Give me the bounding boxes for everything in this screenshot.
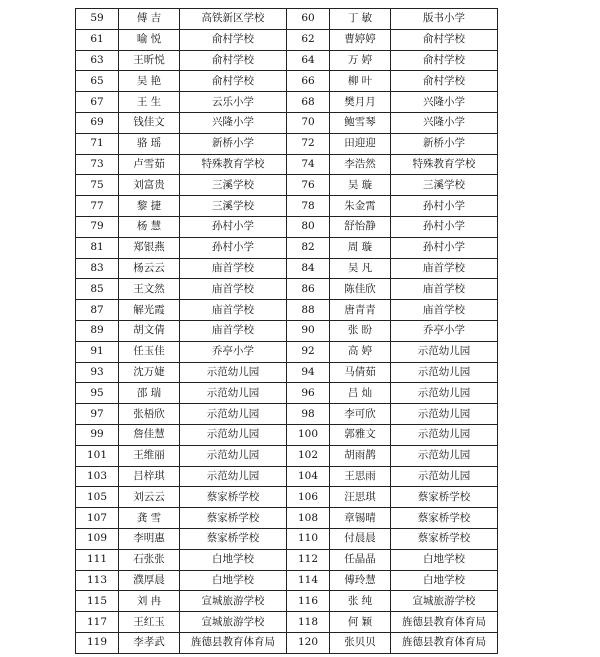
serial-number-cell: 62	[287, 29, 330, 50]
table-row	[76, 632, 498, 653]
person-name-cell: 任玉佳	[119, 341, 180, 362]
school-name-cell: 孙村小学	[180, 237, 287, 258]
person-name-cell: 王文然	[119, 279, 180, 300]
school-name-cell: 三溪学校	[180, 196, 287, 217]
person-name-cell: 舒怡静	[330, 216, 391, 237]
roster-body	[76, 9, 498, 654]
school-name-cell: 孙村小学	[391, 196, 498, 217]
serial-number-cell: 100	[287, 424, 330, 445]
person-name-cell: 刘云云	[119, 487, 180, 508]
school-name-cell: 示范幼儿园	[180, 466, 287, 487]
school-name-cell: 三溪学校	[391, 175, 498, 196]
person-name-cell: 李浩然	[330, 154, 391, 175]
school-name-cell: 俞村学校	[391, 29, 498, 50]
serial-number-cell: 86	[287, 279, 330, 300]
table-row	[76, 320, 498, 341]
person-name-cell: 汪思琪	[330, 487, 391, 508]
serial-number-cell: 108	[287, 508, 330, 529]
serial-number-cell: 64	[287, 50, 330, 71]
person-name-cell: 鲍雪琴	[330, 112, 391, 133]
person-name-cell: 吴 璇	[330, 175, 391, 196]
person-name-cell: 万 婷	[330, 50, 391, 71]
serial-number-cell: 112	[287, 549, 330, 570]
school-name-cell: 旌德县教育体育局	[180, 632, 287, 653]
person-name-cell: 周 璇	[330, 237, 391, 258]
table-row	[76, 508, 498, 529]
school-name-cell: 宣城旅游学校	[180, 612, 287, 633]
school-name-cell: 白地学校	[391, 549, 498, 570]
school-name-cell: 庙首学校	[180, 279, 287, 300]
serial-number-cell: 93	[76, 362, 119, 383]
serial-number-cell: 107	[76, 508, 119, 529]
school-name-cell: 孙村小学	[180, 216, 287, 237]
school-name-cell: 示范幼儿园	[180, 424, 287, 445]
person-name-cell: 傅玲慧	[330, 570, 391, 591]
school-name-cell: 旌德县教育体育局	[391, 612, 498, 633]
person-name-cell: 陈佳欣	[330, 279, 391, 300]
school-name-cell: 庙首学校	[391, 258, 498, 279]
school-name-cell: 俞村学校	[391, 71, 498, 92]
school-name-cell: 蔡家桥学校	[391, 528, 498, 549]
table-row	[76, 92, 498, 113]
school-name-cell: 兴隆小学	[180, 112, 287, 133]
serial-number-cell: 84	[287, 258, 330, 279]
table-row	[76, 570, 498, 591]
serial-number-cell: 104	[287, 466, 330, 487]
person-name-cell: 李可欣	[330, 404, 391, 425]
person-name-cell: 吴 艳	[119, 71, 180, 92]
school-name-cell: 俞村学校	[180, 29, 287, 50]
person-name-cell: 付晨晨	[330, 528, 391, 549]
school-name-cell: 示范幼儿园	[391, 404, 498, 425]
school-name-cell: 云乐小学	[180, 92, 287, 113]
person-name-cell: 张 纯	[330, 591, 391, 612]
school-name-cell: 特殊教育学校	[180, 154, 287, 175]
person-name-cell: 高 婷	[330, 341, 391, 362]
person-name-cell: 唐青青	[330, 300, 391, 321]
person-name-cell: 何 颖	[330, 612, 391, 633]
serial-number-cell: 97	[76, 404, 119, 425]
school-name-cell: 庙首学校	[391, 279, 498, 300]
serial-number-cell: 80	[287, 216, 330, 237]
serial-number-cell: 89	[76, 320, 119, 341]
serial-number-cell: 66	[287, 71, 330, 92]
table-row	[76, 258, 498, 279]
table-row	[76, 9, 498, 30]
serial-number-cell: 116	[287, 591, 330, 612]
serial-number-cell: 76	[287, 175, 330, 196]
table-row	[76, 341, 498, 362]
table-row	[76, 549, 498, 570]
person-name-cell: 张 盼	[330, 320, 391, 341]
school-name-cell: 示范幼儿园	[180, 383, 287, 404]
serial-number-cell: 72	[287, 133, 330, 154]
school-name-cell: 兴隆小学	[391, 112, 498, 133]
person-name-cell: 马倩茹	[330, 362, 391, 383]
table-row	[76, 383, 498, 404]
serial-number-cell: 79	[76, 216, 119, 237]
serial-number-cell: 81	[76, 237, 119, 258]
serial-number-cell: 110	[287, 528, 330, 549]
school-name-cell: 示范幼儿园	[391, 445, 498, 466]
table-row	[76, 175, 498, 196]
table-row	[76, 300, 498, 321]
school-name-cell: 庙首学校	[180, 320, 287, 341]
table-row	[76, 71, 498, 92]
person-name-cell: 樊月月	[330, 92, 391, 113]
table-row	[76, 133, 498, 154]
school-name-cell: 旌德县教育体育局	[391, 632, 498, 653]
serial-number-cell: 90	[287, 320, 330, 341]
serial-number-cell: 88	[287, 300, 330, 321]
serial-number-cell: 113	[76, 570, 119, 591]
person-name-cell: 濮厚晨	[119, 570, 180, 591]
person-name-cell: 沈万婕	[119, 362, 180, 383]
serial-number-cell: 65	[76, 71, 119, 92]
serial-number-cell: 67	[76, 92, 119, 113]
school-name-cell: 孙村小学	[391, 216, 498, 237]
person-name-cell: 章锡晴	[330, 508, 391, 529]
serial-number-cell: 101	[76, 445, 119, 466]
person-name-cell: 吕梓琪	[119, 466, 180, 487]
school-name-cell: 蔡家桥学校	[391, 508, 498, 529]
person-name-cell: 杨 慧	[119, 216, 180, 237]
person-name-cell: 卢雪茹	[119, 154, 180, 175]
serial-number-cell: 82	[287, 237, 330, 258]
person-name-cell: 张贝贝	[330, 632, 391, 653]
serial-number-cell: 75	[76, 175, 119, 196]
person-name-cell: 任晶晶	[330, 549, 391, 570]
serial-number-cell: 91	[76, 341, 119, 362]
school-name-cell: 示范幼儿园	[391, 424, 498, 445]
table-row	[76, 487, 498, 508]
serial-number-cell: 98	[287, 404, 330, 425]
table-row	[76, 591, 498, 612]
school-name-cell: 示范幼儿园	[391, 466, 498, 487]
table-row	[76, 445, 498, 466]
serial-number-cell: 99	[76, 424, 119, 445]
person-name-cell: 张梧欣	[119, 404, 180, 425]
person-name-cell: 解光霞	[119, 300, 180, 321]
serial-number-cell: 69	[76, 112, 119, 133]
school-name-cell: 示范幼儿园	[180, 445, 287, 466]
serial-number-cell: 119	[76, 632, 119, 653]
serial-number-cell: 74	[287, 154, 330, 175]
serial-number-cell: 111	[76, 549, 119, 570]
school-name-cell: 宣城旅游学校	[180, 591, 287, 612]
school-name-cell: 蔡家桥学校	[180, 508, 287, 529]
serial-number-cell: 60	[287, 9, 330, 30]
person-name-cell: 王维丽	[119, 445, 180, 466]
school-name-cell: 三溪学校	[180, 175, 287, 196]
serial-number-cell: 87	[76, 300, 119, 321]
serial-number-cell: 94	[287, 362, 330, 383]
person-name-cell: 詹佳慧	[119, 424, 180, 445]
person-name-cell: 郭雅文	[330, 424, 391, 445]
person-name-cell: 柳 叶	[330, 71, 391, 92]
person-name-cell: 王红玉	[119, 612, 180, 633]
serial-number-cell: 77	[76, 196, 119, 217]
serial-number-cell: 71	[76, 133, 119, 154]
school-name-cell: 蔡家桥学校	[391, 487, 498, 508]
school-name-cell: 兴隆小学	[391, 92, 498, 113]
school-name-cell: 俞村学校	[391, 50, 498, 71]
person-name-cell: 王昕悦	[119, 50, 180, 71]
person-name-cell: 吴 凡	[330, 258, 391, 279]
table-row	[76, 528, 498, 549]
table-row	[76, 404, 498, 425]
person-name-cell: 李明惠	[119, 528, 180, 549]
serial-number-cell: 83	[76, 258, 119, 279]
serial-number-cell: 73	[76, 154, 119, 175]
school-name-cell: 示范幼儿园	[391, 383, 498, 404]
table-row	[76, 612, 498, 633]
serial-number-cell: 85	[76, 279, 119, 300]
table-row	[76, 237, 498, 258]
person-name-cell: 曹婷婷	[330, 29, 391, 50]
serial-number-cell: 120	[287, 632, 330, 653]
school-name-cell: 白地学校	[391, 570, 498, 591]
school-name-cell: 示范幼儿园	[180, 404, 287, 425]
person-name-cell: 喻 悦	[119, 29, 180, 50]
person-name-cell: 黎 捷	[119, 196, 180, 217]
table-row	[76, 196, 498, 217]
person-name-cell: 邵 瑞	[119, 383, 180, 404]
serial-number-cell: 78	[287, 196, 330, 217]
serial-number-cell: 70	[287, 112, 330, 133]
person-name-cell: 杨云云	[119, 258, 180, 279]
school-name-cell: 白地学校	[180, 549, 287, 570]
person-name-cell: 胡雨鹊	[330, 445, 391, 466]
table-row	[76, 29, 498, 50]
person-name-cell: 王 生	[119, 92, 180, 113]
school-name-cell: 庙首学校	[180, 258, 287, 279]
serial-number-cell: 106	[287, 487, 330, 508]
school-name-cell: 版书小学	[391, 9, 498, 30]
serial-number-cell: 118	[287, 612, 330, 633]
school-name-cell: 乔亭小学	[180, 341, 287, 362]
person-name-cell: 田迎迎	[330, 133, 391, 154]
school-name-cell: 俞村学校	[180, 50, 287, 71]
person-name-cell: 王思雨	[330, 466, 391, 487]
serial-number-cell: 109	[76, 528, 119, 549]
serial-number-cell: 105	[76, 487, 119, 508]
school-name-cell: 示范幼儿园	[391, 362, 498, 383]
serial-number-cell: 96	[287, 383, 330, 404]
school-name-cell: 示范幼儿园	[391, 341, 498, 362]
roster-table	[75, 8, 498, 654]
person-name-cell: 刘富贵	[119, 175, 180, 196]
person-name-cell: 朱金霄	[330, 196, 391, 217]
person-name-cell: 钱佳文	[119, 112, 180, 133]
school-name-cell: 白地学校	[180, 570, 287, 591]
serial-number-cell: 115	[76, 591, 119, 612]
school-name-cell: 新桥小学	[180, 133, 287, 154]
serial-number-cell: 63	[76, 50, 119, 71]
school-name-cell: 乔亭小学	[391, 320, 498, 341]
serial-number-cell: 68	[287, 92, 330, 113]
school-name-cell: 俞村学校	[180, 71, 287, 92]
person-name-cell: 郑银燕	[119, 237, 180, 258]
table-row	[76, 50, 498, 71]
serial-number-cell: 59	[76, 9, 119, 30]
serial-number-cell: 102	[287, 445, 330, 466]
person-name-cell: 石张张	[119, 549, 180, 570]
serial-number-cell: 61	[76, 29, 119, 50]
person-name-cell: 刘 冉	[119, 591, 180, 612]
table-row	[76, 362, 498, 383]
person-name-cell: 傅 吉	[119, 9, 180, 30]
person-name-cell: 龚 雪	[119, 508, 180, 529]
person-name-cell: 骆 瑶	[119, 133, 180, 154]
school-name-cell: 高铁新区学校	[180, 9, 287, 30]
table-row	[76, 112, 498, 133]
person-name-cell: 丁 敏	[330, 9, 391, 30]
table-row	[76, 466, 498, 487]
school-name-cell: 孙村小学	[391, 237, 498, 258]
serial-number-cell: 103	[76, 466, 119, 487]
table-row	[76, 216, 498, 237]
table-row	[76, 424, 498, 445]
serial-number-cell: 95	[76, 383, 119, 404]
person-name-cell: 李孝武	[119, 632, 180, 653]
school-name-cell: 宣城旅游学校	[391, 591, 498, 612]
table-row	[76, 154, 498, 175]
person-name-cell: 胡文倩	[119, 320, 180, 341]
table-row	[76, 279, 498, 300]
serial-number-cell: 114	[287, 570, 330, 591]
school-name-cell: 庙首学校	[391, 300, 498, 321]
school-name-cell: 蔡家桥学校	[180, 487, 287, 508]
person-name-cell: 吕 灿	[330, 383, 391, 404]
serial-number-cell: 117	[76, 612, 119, 633]
school-name-cell: 新桥小学	[391, 133, 498, 154]
school-name-cell: 庙首学校	[180, 300, 287, 321]
school-name-cell: 特殊教育学校	[391, 154, 498, 175]
school-name-cell: 示范幼儿园	[180, 362, 287, 383]
school-name-cell: 蔡家桥学校	[180, 528, 287, 549]
serial-number-cell: 92	[287, 341, 330, 362]
